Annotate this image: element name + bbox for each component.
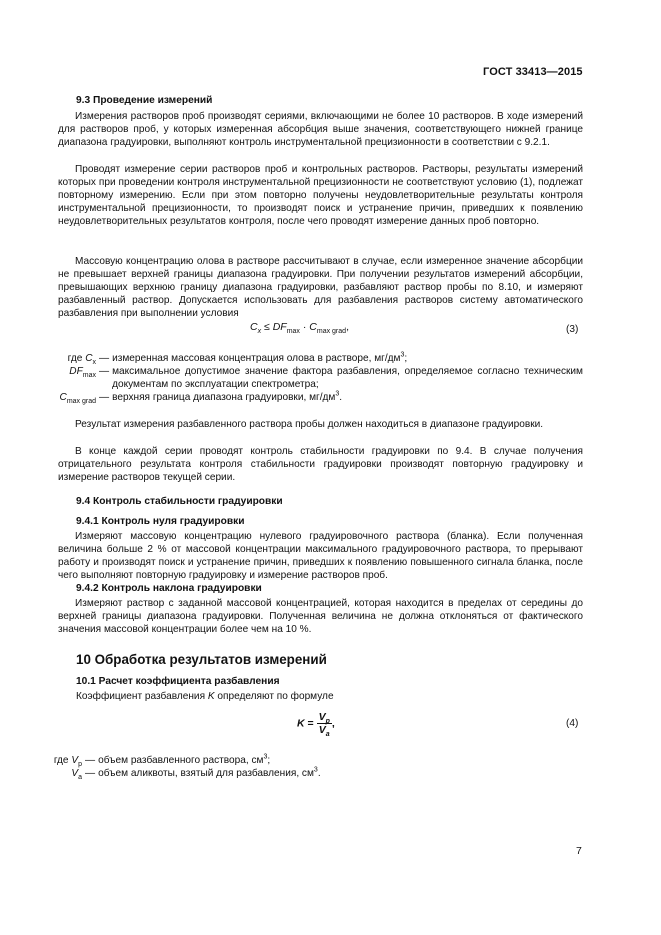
section-10-1-intro: Коэффициент разбавления K определяют по формуле xyxy=(76,691,334,702)
fraction: $\frac{V_p}{V_a}$ xyxy=(318,711,330,739)
section-9-4-title: 9.4 Контроль стабильности градуировки xyxy=(76,496,283,507)
section-9-4-1-text: Измеряют массовую концентрацию нулевого градуировочного раствора (бланка). Если полученная величина больше 2 % от массовой концентрации максимального градуировочного раствора, то прерывают работу и производят поиск и устранение причин, приведших к появлению повышенного сигнала бланка, после чего выполняют повторную градуировку и измерение растворов проб. xyxy=(58,531,583,582)
section-9-4-2-title: 9.4.2 Контроль наклона градуировки xyxy=(76,583,262,594)
formula-3: $C_x \le DF_{max} \cdot C_{max grad}$, xyxy=(250,321,349,336)
formula-3-definitions xyxy=(48,352,583,404)
section-9-3-paragraph-4: Результат измерения разбавленного раствора пробы должен находиться в диапазоне градуировки. xyxy=(75,419,544,430)
section-9-3-paragraph-3: Массовую концентрацию олова в растворе рассчитывают в случае, если измеренное значение абсорбции не превышает верхней границы диапазона градуировки. При получении результатов измерений абсорбции, превышающих верхнюю границу диапазона градуировки, разбавляют раствор пробы по 8.10, и измеряют разбавленный раствор. Допускается использовать для разбавления растворов систему автоматического разбавления при выполнении условия xyxy=(58,256,583,320)
definition-row: где $V_p$ — объем разбавленного раствора, $см^3$; xyxy=(53,753,271,769)
document-code: ГОСТ 33413—2015 xyxy=(483,66,583,78)
section-9-3-title: 9.3 Проведение измерений xyxy=(76,95,213,106)
formula-3-number: (3) xyxy=(566,324,579,335)
definition-row: где $C_x$ — измеренная массовая концентрация олова в растворе, $мг/дм^3$; xyxy=(67,351,408,367)
section-9-4-1-title: 9.4.1 Контроль нуля градуировки xyxy=(76,516,245,527)
section-9-3-paragraph-2: Проводят измерение серии растворов проб и контрольных растворов. Растворы, результаты измерений которых при проведении контроля инструментальной прецизионности не соответствуют условию (1), подлежат повторному измерению. Если при этом повторно получены неудовлетворительные результаты контроля инструментальной прецизионности, то производят поиск и устранение причин, приведших к появлению неудовлетворительных результатов контроля, после чего проводят измерение данных проб повторно. xyxy=(58,164,583,228)
definition-row: $DF_{max}$ — максимальное допустимое значение фактора разбавления, определяемое согласно техническим документам по эксплуатации спектрометра; xyxy=(69,366,583,391)
section-9-4-2-text: Измеряют раствор с заданной массовой концентрацией, которая находится в пределах от середины до верхней границы диапазона градуировки. Полученная величина не должна отклоняться от фактического значения массовой концентрации более чем на 10 %. xyxy=(58,598,583,636)
formula-4: K = $\frac{V_p}{V_a}$ , xyxy=(297,711,335,739)
section-10-title: 10 Обработка результатов измерений xyxy=(76,652,327,667)
definition-row: $C_{max grad}$ — верхняя граница диапазона градуировки, $мг/дм^3$. xyxy=(59,390,343,406)
page-number: 7 xyxy=(576,845,582,857)
section-10-1-title: 10.1 Расчет коэффициента разбавления xyxy=(76,676,280,687)
section-9-3-paragraph-5: В конце каждой серии проводят контроль стабильности градуировки по 9.4. В случае получения отрицательного результата контроля стабильности градуировки производят повторную градуировку и измерение растворов текущей серии. xyxy=(58,446,583,484)
formula-4-definitions xyxy=(48,754,583,780)
definition-row: $V_a$ — объем аликвоты, взятый для разбавления, $см^3$. xyxy=(71,766,321,782)
section-9-3-paragraph-1: Измерения растворов проб производят сериями, включающими не более 10 растворов. В ходе измерений для растворов проб, у которых измеренная абсорбция выше значения, соответствующего нижней границе диапазона градуировки, выполняют контроль инструментальной прецизионности в соответствии с 9.2.1. xyxy=(58,111,583,149)
formula-4-number: (4) xyxy=(566,718,579,729)
